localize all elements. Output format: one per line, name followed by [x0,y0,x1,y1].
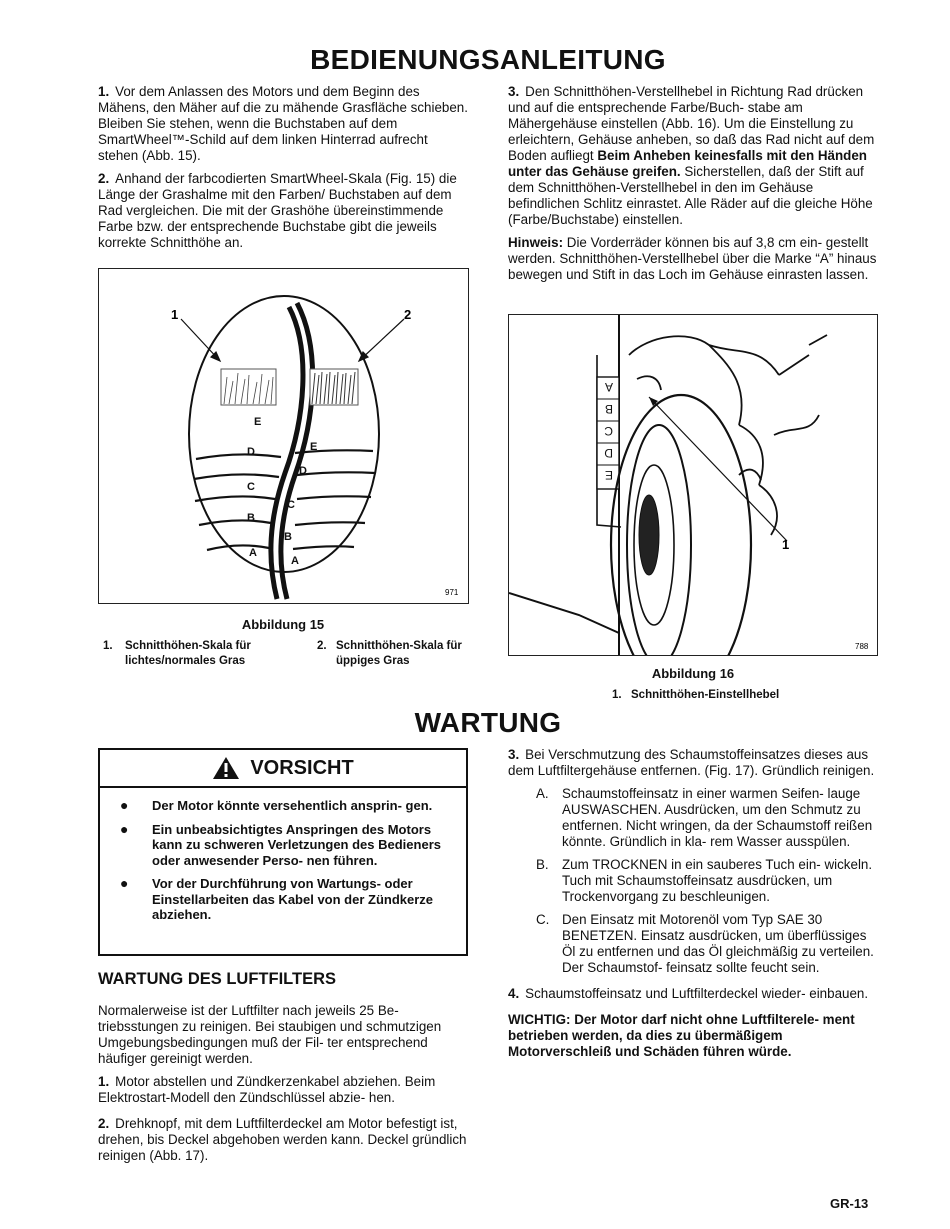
airfilter-step-4: 4. Schaumstoffeinsatz und Luftfilterdeckel wieder- einbauen. [508,986,869,1001]
warning-box [98,748,468,956]
page-number: GR-13 [830,1196,869,1211]
airfilter-step-2: 2. Drehknopf, mit dem Luftfilterdeckel am Motor befestigt ist, drehen, bis Deckel abgehoben werden kann. Deckel gründlich reinigen (Abb. 17). [98,1116,467,1163]
grass-light-icon [221,369,276,405]
smartwheel-illustration [99,269,468,603]
height-letter: A [604,380,613,394]
warning-item: ● Vor der Durchführung von Wartungs- oder Einstellarbeiten das Kabel von der Zündkerze abziehen. [120,875,434,922]
figure-16-callout-1: 1 [782,537,790,552]
scale-left-letter: A [249,547,257,559]
warning-title: VORSICHT [250,756,354,779]
bullet-icon: ● [120,797,129,813]
scale-right-letter: E [310,441,318,453]
airfilter-intro: Normalerweise ist der Luftfilter nach jeweils 25 Be- triebsstungen zu reinigen. Bei staubigen und schmutzigen Umgebungsbedingungen muß der Fil- ter entsprechend häufiger gereinigt werden. [98,1003,442,1066]
operation-right-column [508,84,880,290]
instruction-step-3: 3. Den Schnitthöhen-Verstellhebel in Richtung Rad drücken und auf die entsprechende Farbe/Buch- stabe am Mähergehäuse einstellen (Abb. 16). Um die Einstellung zu erleichtern, Gehäuse anheben, so daß das Rad nicht auf dem Boden aufliegt Beim Anheben keinesfalls mit den Händen unter das Gehäuse greifen. Sicherstellen, daß der Stift auf dem Schnitthöhen-Verstellhebel in den im Gehäuse befindlichen Schlitz einrastet. Alle Räder auf die gleiche Höhe (Farbe/Buchstabe) einstellen. [508,84,875,227]
figure-15-caption: Abbildung 15 [241,617,325,632]
bullet-icon: ● [120,820,129,837]
figure-15-id: 971 [445,588,459,597]
wheel-icon [611,395,751,655]
height-letter: D [604,446,613,460]
scale-right-letter: C [287,499,295,511]
warning-item: ● Der Motor könnte versehentlich ansprin- gen. [120,797,433,813]
height-letter: B [604,402,613,416]
airfilter-step-1: 1. Motor abstellen und Zündkerzenkabel abziehen. Beim Elektrostart-Modell den Zündschlüssel abzie- hen. [98,1074,436,1105]
scale-left-letter: E [254,416,262,428]
bullet-icon: ● [120,875,129,891]
airfilter-right-column [508,747,880,1067]
figure-16-legend-1: 1. Schnitthöhen-Einstellhebel [612,689,780,701]
substep-a: A. Schaumstoffeinsatz in einer warmen Seifen- lauge AUSWASCHEN. Ausdrücken, um den Schmutz zu entfernen. Nicht wringen, da der Schaumstoff reißen könnte. Gründlich in kla- rem Wasser ausspülen. [536,786,873,849]
airfilter-heading: WARTUNG DES LUFTFILTERS [98,970,337,988]
scale-left-letter: D [247,446,255,458]
scale-left-letter: B [247,512,255,524]
warning-list [100,788,466,939]
figure-16-caption: Abbildung 16 [651,666,735,681]
important-notice: WICHTIG: Der Motor darf nicht ohne Luftfilterele- ment betrieben werden, da dies zu übermäßigem Motorverschleiß und Schäden führen würde. [508,1012,855,1059]
height-lever-illustration [509,315,877,655]
substep-b: B. Zum TROCKNEN in ein sauberes Tuch ein- wickeln. Tuch mit Schaumstoffeinsatz ausdrücken, um Trockenvorgang zu beschleunigen. [536,857,873,904]
figure-15-legend-1: 1. Schnitthöhen-Skala für lichtes/normales Gras [103,640,251,667]
note-paragraph: Hinweis: Die Vorderräder können bis auf 3,8 cm ein- gestellt werden. Schnitthöhen-Verstellhebel über die Marke “A” hinaus bewegen und Stift in das Loch im Gehäuse einrasten lassen. [508,235,877,282]
figure-15-legend-2: 2. Schnitthöhen-Skala für üppiges Gras [317,640,462,667]
scale-right-letter: D [299,465,307,477]
height-letter: E [604,468,613,482]
airfilter-substeps [508,786,880,976]
airfilter-step-3: 3. Bei Verschmutzung des Schaumstoffeinsatzes dieses aus dem Luftfiltergehäuse entfernen. (Fig. 17). Gründlich reinigen. [508,747,875,778]
figure-15-callout-2: 2 [404,307,412,322]
scale-right-letter: A [291,555,299,567]
page-title: BEDIENUNGSANLEITUNG [310,44,666,75]
instruction-step-2: 2. Anhand der farbcodierten SmartWheel-Skala (Fig. 15) die Länge der Grashalme mit den Farben/ Buchstaben auf dem Rad vergleichen. Die mit der Grashöhe übereinstimmende Farbe bzw. der entsprechende Buchstabe gibt die jeweils korrekte Schnitthöhe an. [98,171,457,250]
figure-15-wheel-scale [98,268,469,604]
figure-15-callout-1: 1 [171,307,179,322]
warning-triangle-icon [212,756,240,780]
height-letter: C [604,424,613,438]
airfilter-left-column [98,970,468,1171]
operation-left-column [98,84,468,258]
scale-right-letter: B [284,531,292,543]
warning-header [100,750,466,788]
scale-left-letter: C [247,481,255,493]
figure-16-id: 788 [855,642,869,651]
grass-lush-icon [310,369,358,405]
warning-item: ● Ein unbeabsichtigtes Anspringen des Motors kann zu schweren Verletzungen des Bedieners oder anwesender Perso- nen führen. [120,820,441,868]
substep-c: C. Den Einsatz mit Motorenöl vom Typ SAE 30 BENETZEN. Einsatz ausdrücken, um überflüssiges Öl zu entfernen und das Öl gleichmäßig zu verteilen. Der Schaumstof- feinsatz sollte feucht sein. [536,912,874,975]
instruction-step-1: 1. Vor dem Anlassen des Motors und dem Beginn des Mähens, den Mäher auf die zu mähende Grasfläche schieben. Bleiben Sie stehen, wenn die Buchstaben auf dem SmartWheel™-Schild auf dem linken Hinterrad aufrecht stehen (Abb. 15). [98,84,468,163]
figure-16-height-lever [508,314,878,656]
section-title-wartung: WARTUNG [414,707,562,738]
